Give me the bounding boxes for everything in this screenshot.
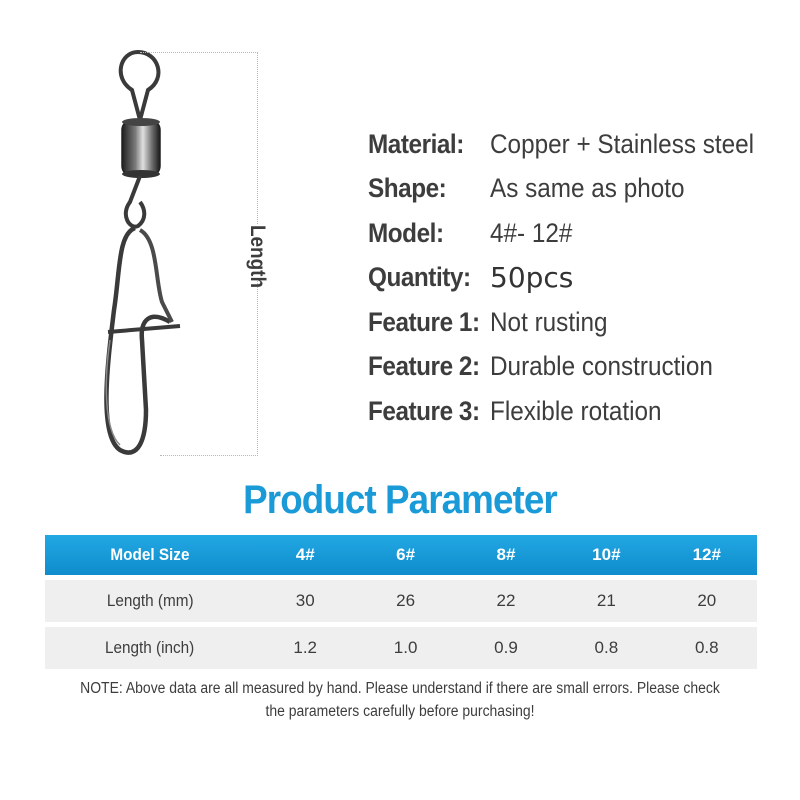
table-cell: 21 xyxy=(556,580,656,622)
length-dimension-label: Length xyxy=(246,225,269,288)
spec-row-shape xyxy=(368,167,783,212)
note-line-1: NOTE: Above data are all measured by hand. Please understand if there are small errors. Please check xyxy=(80,680,720,697)
spec-value: 50pcs xyxy=(490,261,574,295)
swivel-snap-illustration xyxy=(80,40,190,470)
header-cell: 12# xyxy=(657,535,757,575)
spec-list xyxy=(368,122,783,434)
table-row xyxy=(45,580,757,622)
spec-row-model xyxy=(368,211,783,256)
table-cell: 0.8 xyxy=(657,627,757,669)
spec-row-feature-3 xyxy=(368,389,783,434)
table-cell: 0.8 xyxy=(556,627,656,669)
table-cell: 1.0 xyxy=(355,627,455,669)
table-cell: 26 xyxy=(355,580,455,622)
table-header-row xyxy=(45,535,757,575)
header-cell: 4# xyxy=(255,535,355,575)
swivel-snap-image xyxy=(80,40,190,470)
spec-value: As same as photo xyxy=(490,173,685,204)
header-cell: 6# xyxy=(355,535,455,575)
table-cell: 20 xyxy=(657,580,757,622)
product-parameter-title: Product Parameter xyxy=(243,478,557,522)
table-row xyxy=(45,627,757,669)
spec-key: Feature 1: xyxy=(368,306,480,337)
dimension-line-bottom xyxy=(160,455,258,456)
spec-row-quantity xyxy=(368,256,783,301)
spec-key: Feature 2: xyxy=(368,351,480,382)
spec-key: Shape: xyxy=(368,173,447,204)
spec-value: Not rusting xyxy=(490,306,608,337)
table-cell: 22 xyxy=(456,580,556,622)
table-cell: 1.2 xyxy=(255,627,355,669)
spec-value: Durable construction xyxy=(490,351,713,382)
spec-key: Material: xyxy=(368,128,464,159)
table-cell: 30 xyxy=(255,580,355,622)
header-cell: Model Size xyxy=(45,535,255,575)
table-cell: 0.9 xyxy=(456,627,556,669)
measurement-note xyxy=(58,677,742,723)
spec-row-feature-2 xyxy=(368,345,783,390)
spec-key: Model: xyxy=(368,217,444,248)
row-label-cell: Length (inch) xyxy=(45,627,255,669)
spec-value: Copper + Stainless steel xyxy=(490,128,755,159)
parameter-table xyxy=(45,535,757,669)
note-line-2: the parameters carefully before purchasing! xyxy=(265,703,535,720)
dimension-line-top xyxy=(140,52,258,53)
spec-value: Flexible rotation xyxy=(490,395,662,426)
spec-key: Feature 3: xyxy=(368,395,480,426)
header-cell: 8# xyxy=(456,535,556,575)
spec-row-feature-1 xyxy=(368,300,783,345)
spec-value: 4#- 12# xyxy=(490,217,573,248)
spec-key: Quantity: xyxy=(368,262,471,293)
row-label-cell: Length (mm) xyxy=(45,580,255,622)
spec-row-material xyxy=(368,122,783,167)
header-cell: 10# xyxy=(556,535,656,575)
